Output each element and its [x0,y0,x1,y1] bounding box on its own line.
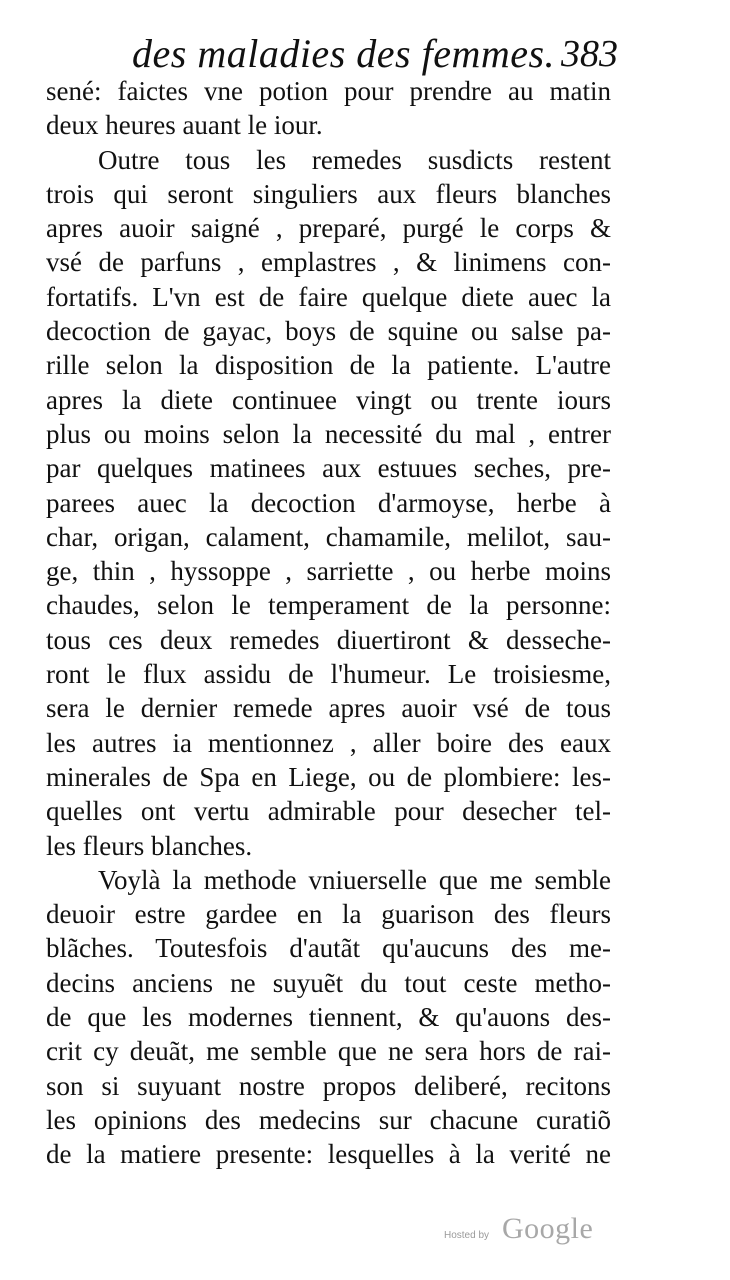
text-line: vsé de parfuns , emplastres , & linimens con- [46,247,611,278]
text-line: Voylà la methode vniuerselle que me semble [98,864,611,895]
text-line: blãches. Toutesfois d'autãt qu'aucuns des me- [46,933,611,964]
text-line: decins anciens ne suyuẽt du tout ceste metho- [46,967,611,998]
text-line: les autres ia mentionnez , aller boire des eaux [46,727,611,758]
text-line: ge, thin , hyssoppe , sarriette , ou herbe moins [46,556,611,587]
hosted-by-label: Hosted by [444,1230,490,1241]
text-line: apres la diete continuee vingt ou trente iours [46,384,611,415]
text-line: deuoir estre gardee en la guarison des fleurs [46,899,611,930]
text-line: decoction de gayac, boys de squine ou salse pa- [46,316,611,347]
text-line: son si suyuant nostre propos deliberé, recitons [46,1070,611,1101]
text-line: de que les modernes tiennent, & qu'auons des- [46,1002,611,1033]
text-line: tous ces deux remedes diuertiront & desseche- [46,624,611,655]
text-line: plus ou moins selon la necessité du mal , entrer [46,418,611,449]
text-line: les opinions des medecins sur chacune curatiõ [46,1104,611,1135]
google-watermark [444,1212,604,1248]
text-line: ront le flux assidu de l'humeur. Le troisiesme, [46,659,611,690]
text-line: les fleurs blanches. [46,830,253,861]
google-logo: Google [502,1212,594,1245]
text-line: sera le dernier remede apres auoir vsé de tous [46,693,611,724]
text-line: chaudes, selon le temperament de la personne: [46,590,611,621]
body-text [46,74,611,1172]
page-header [118,28,618,80]
text-line: par quelques matinees aux estuues seches, pre- [46,453,611,484]
text-line: minerales de Spa en Liege, ou de plombiere: les- [46,761,611,792]
text-line: char, origan, calament, chamamile, melilot, sau- [46,521,611,552]
running-title: des maladies des femmes. [132,31,556,76]
text-line: quelles ont vertu admirable pour desecher tel- [46,796,611,827]
text-line: apres auoir saigné , preparé, purgé le corps & [46,213,611,244]
text-line: de la matiere presente: lesquelles à la verité ne [46,1139,611,1170]
text-line: fortatifs. L'vn est de faire quelque diete auec la [46,281,611,312]
page-number: 383 [561,33,618,75]
text-line: deux heures auant le iour. [46,110,323,141]
text-line: Outre tous les remedes susdicts restent [98,144,611,175]
text-line: crit cy deuãt, me semble que ne sera hors de rai- [46,1036,611,1067]
text-line: sené: faictes vne potion pour prendre au matin [46,76,611,106]
text-line: rille selon la disposition de la patiente. L'autre [46,350,611,381]
text-line: parees auec la decoction d'armoyse, herbe à [46,487,611,518]
text-line: trois qui seront singuliers aux fleurs blanches [46,178,611,209]
